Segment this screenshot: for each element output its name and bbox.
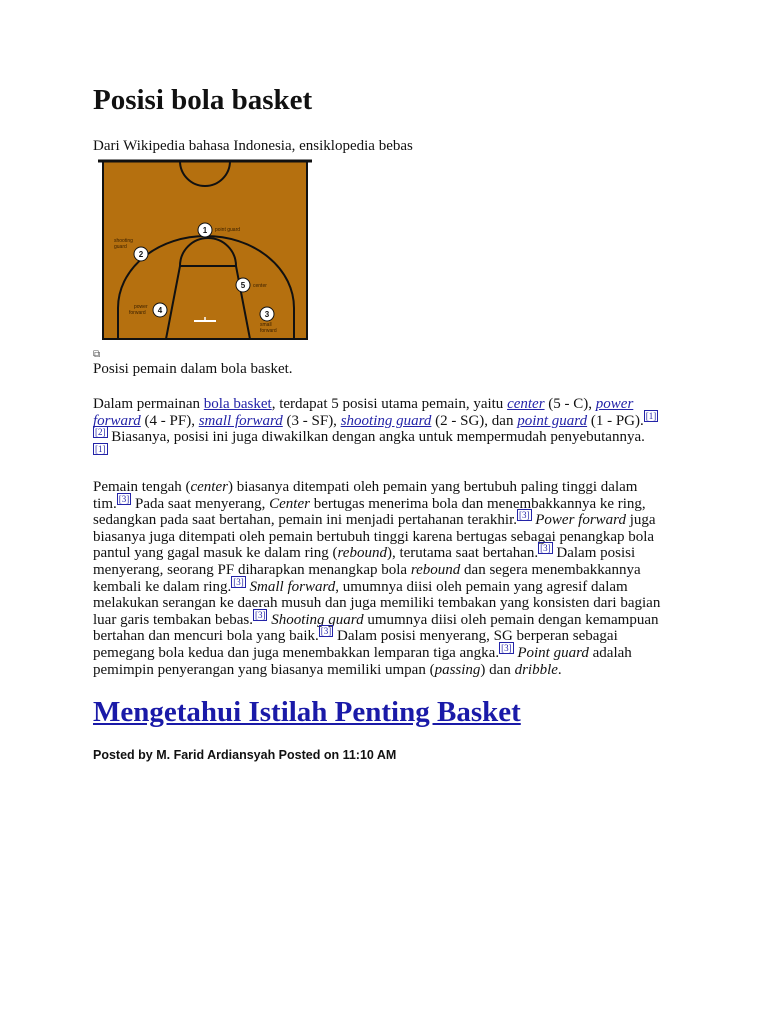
citation-link[interactable]: [2] bbox=[95, 427, 106, 438]
text-segment: juga biasanya juga ditempati oleh pemain bertubuh tinggi karena bertugas sebagai penangkap bola pantul yang gagal masuk ke dalam ring ( bbox=[93, 512, 656, 562]
player-number-4: 4 bbox=[157, 306, 163, 315]
page-title: Posisi bola basket bbox=[93, 84, 313, 116]
italic-term: center bbox=[190, 479, 228, 495]
player-number-3: 3 bbox=[264, 310, 270, 319]
text-segment: Biasanya, posisi ini juga diwakilkan dengan angka untuk mempermudah penyebutannya. bbox=[107, 429, 645, 446]
post-byline: Posted by M. Farid Ardiansyah Posted on 11:10 AM bbox=[93, 748, 397, 762]
text-segment: , terdapat 5 posisi utama pemain, yaitu bbox=[271, 396, 508, 412]
citation-link[interactable]: [3] bbox=[254, 609, 266, 620]
text-segment: (5 - C), bbox=[544, 396, 596, 412]
paragraph-intro bbox=[93, 396, 661, 462]
italic-term: Small forward bbox=[249, 578, 336, 595]
text-segment: , umumnya diisi oleh pemain yang agresif dalam melakukan serangan ke daerah musuh dan juga memiliki tembakan yang konsisten dari bagian luar garis tembakan bebas. bbox=[93, 578, 661, 628]
wiki-link[interactable]: shooting guard bbox=[340, 412, 432, 429]
player-number-1: 1 bbox=[202, 226, 208, 235]
italic-term: Center bbox=[269, 495, 310, 512]
italic-term: rebound bbox=[410, 561, 461, 578]
citation-link[interactable]: [1] bbox=[95, 443, 106, 454]
wiki-link[interactable]: center bbox=[507, 396, 545, 412]
player-number-5: 5 bbox=[240, 281, 246, 290]
subtitle: Dari Wikipedia bahasa Indonesia, ensiklopedia bebas bbox=[93, 138, 413, 154]
text-segment: Dalam posisi menyerang, SG berperan sebagai pemegang bola kedua dan juga menembakkan lemparan tiga angka. bbox=[93, 628, 618, 661]
text-segment: ), terutama saat bertahan. bbox=[386, 545, 539, 562]
post-title-link[interactable]: Mengetahui Istilah Penting Basket bbox=[93, 696, 521, 728]
text-segment: ) biasanya ditempati oleh pemain yang bertubuh paling tinggi dalam tim. bbox=[93, 479, 638, 512]
wiki-link[interactable]: bola basket bbox=[203, 396, 272, 412]
citation-link[interactable]: [3] bbox=[519, 510, 530, 521]
wiki-link[interactable]: point guard bbox=[517, 412, 588, 429]
text-segment: umumnya diisi oleh pemain dengan kemampuan bertahan dan mencuri bola yang baik. bbox=[93, 611, 659, 645]
basketball-court-diagram bbox=[98, 158, 312, 342]
label-forward-2: forward bbox=[260, 328, 277, 334]
post-title bbox=[93, 696, 521, 729]
citation-link[interactable]: [3] bbox=[540, 543, 551, 554]
text-segment: Pemain tengah ( bbox=[93, 479, 191, 495]
label-power: power bbox=[134, 304, 148, 310]
wiki-link[interactable]: small forward bbox=[198, 412, 283, 429]
text-segment: Dalam permainan bbox=[93, 396, 204, 412]
text-segment: dan segera menembakkannya kembali ke dalam ring. bbox=[93, 561, 641, 595]
italic-term: Shooting guard bbox=[271, 611, 364, 628]
citation-link[interactable]: [3] bbox=[501, 642, 512, 653]
italic-term: rebound bbox=[337, 545, 387, 562]
label-forward: forward bbox=[129, 310, 146, 316]
label-point-guard: point guard bbox=[215, 227, 241, 233]
text-segment: (3 - SF), bbox=[282, 412, 341, 429]
enlarge-icon[interactable]: ⧉ bbox=[93, 349, 101, 360]
text-segment: (1 - PG). bbox=[587, 412, 644, 429]
italic-term: Point guard bbox=[517, 644, 589, 661]
italic-term: Power forward bbox=[535, 512, 626, 529]
text-segment: bertugas menerima bola dan menembakkannya ke ring, sedangkan pada saat bertahan, pemain ini menjadi pertahanan terakhir. bbox=[93, 495, 646, 529]
text-segment: Pada saat menyerang, bbox=[131, 495, 270, 512]
player-number-2: 2 bbox=[138, 250, 144, 259]
paragraph-positions bbox=[93, 479, 661, 678]
figure-caption: Posisi pemain dalam bola basket. bbox=[93, 361, 293, 377]
citation-link[interactable]: [1] bbox=[645, 410, 657, 421]
text-segment: (2 - SG), dan bbox=[431, 412, 518, 429]
label-guard: guard bbox=[114, 244, 127, 250]
text-segment: ) dan bbox=[480, 661, 515, 678]
text-segment: adalah pemimpin penyerangan yang biasanya memiliki umpan ( bbox=[93, 644, 632, 678]
italic-term: passing bbox=[434, 661, 481, 678]
wiki-link[interactable]: power forward bbox=[93, 396, 634, 429]
label-small: small bbox=[260, 322, 272, 328]
citation-link[interactable]: [3] bbox=[233, 576, 244, 587]
text-segment: (4 - PF), bbox=[140, 412, 199, 429]
text-segment: Dalam posisi menyerang, seorang PF diharapkan menangkap bola bbox=[93, 545, 636, 578]
label-center: center bbox=[253, 283, 267, 289]
label-shooting: shooting bbox=[114, 238, 133, 244]
text-segment: . bbox=[557, 661, 562, 678]
citation-link[interactable]: [3] bbox=[320, 626, 332, 637]
citation-link[interactable]: [3] bbox=[118, 493, 130, 504]
italic-term: dribble bbox=[514, 661, 558, 678]
